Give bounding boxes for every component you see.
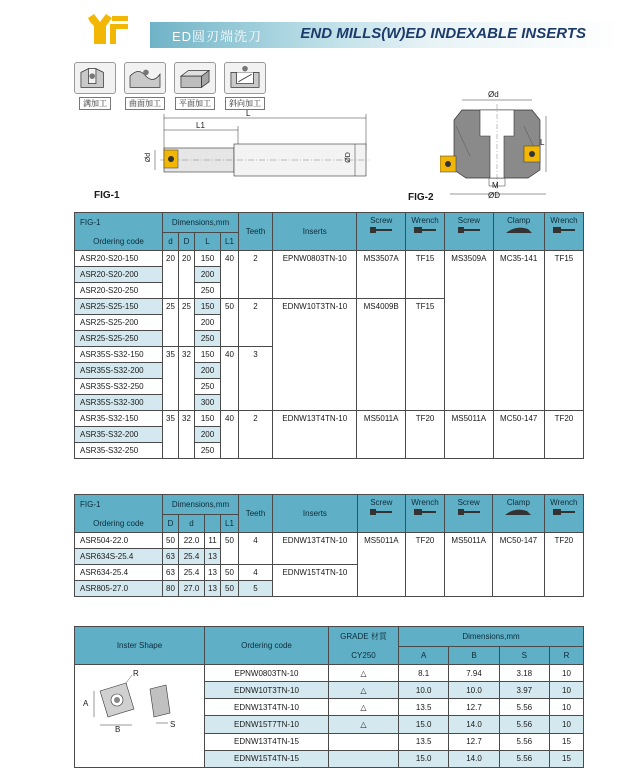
t3-R: 10 xyxy=(549,682,583,699)
t3-S: 5.56 xyxy=(499,733,549,750)
t1-d: 25 xyxy=(163,299,179,347)
t2-teeth-header: Teeth xyxy=(239,495,273,533)
t2-c3: 13 xyxy=(205,565,221,581)
t2-screw-label: Screw xyxy=(370,498,393,507)
t1-code: ASR35S-S32-250 xyxy=(75,379,163,395)
t1-D: 25 xyxy=(179,299,195,347)
t1-screw-label: Screw xyxy=(370,216,393,225)
t1-D: 32 xyxy=(179,347,195,411)
fig1-label: FIG-1 xyxy=(94,190,120,201)
t1-L: 150 xyxy=(195,299,221,315)
t1-L1: 40 xyxy=(221,251,239,299)
t1-code: ASR20-S20-150 xyxy=(75,251,163,267)
t2-screw: MS5011A xyxy=(357,533,405,597)
t2-code: ASR504-22.0 xyxy=(75,533,163,549)
clamp-icon xyxy=(504,225,534,235)
t3-grade-code-header: CY250 xyxy=(329,647,399,665)
t2-teeth: 4 xyxy=(239,565,273,581)
t2-teeth: 4 xyxy=(239,533,273,565)
t2-wrench2: TF20 xyxy=(544,533,583,597)
t2-D: 80 xyxy=(163,581,179,597)
t1-L: 250 xyxy=(195,443,221,459)
t3-code: EDNW13T4TN-10 xyxy=(205,699,329,716)
t1-L: 150 xyxy=(195,347,221,363)
t1-L: 250 xyxy=(195,283,221,299)
t1-clamp-label: Clamp xyxy=(507,216,531,225)
fig2-dim-M: M xyxy=(492,181,499,190)
t2-L1: 50 xyxy=(221,581,239,597)
t2-insert: EDNW13T4TN-10 xyxy=(273,533,358,565)
icon-label: 满加工 xyxy=(79,97,111,110)
table-row xyxy=(75,411,584,427)
t2-screw2-label: Screw xyxy=(457,498,480,507)
t2-inserts-header: Inserts xyxy=(273,495,358,533)
t2-L1: 50 xyxy=(221,533,239,565)
title-chinese: ED圆刃端洗刀 xyxy=(172,29,263,44)
t1-screw: MS3507A xyxy=(357,251,406,299)
screw-icon xyxy=(368,507,394,517)
t3-A: 13.5 xyxy=(399,733,449,750)
t2-D-header: D xyxy=(163,515,179,533)
t3-code: EDNW13T4TN-15 xyxy=(205,733,329,750)
t1-d-header: d xyxy=(163,233,179,251)
curved-surface-icon xyxy=(124,62,166,94)
t1-L: 300 xyxy=(195,395,221,411)
t3-A: 15.0 xyxy=(399,750,449,767)
t2-teeth: 5 xyxy=(239,581,273,597)
icon-label: 平面加工 xyxy=(175,97,215,110)
t3-S: 5.56 xyxy=(499,716,549,733)
icon-slot xyxy=(74,62,116,110)
t3-grade-header: GRADE 材質 xyxy=(329,627,399,647)
t1-code: ASR35S-S32-200 xyxy=(75,363,163,379)
t2-D: 50 xyxy=(163,533,179,549)
t1-L-header: L xyxy=(195,233,221,251)
t3-code: EPNW0803TN-10 xyxy=(205,665,329,682)
t2-D: 63 xyxy=(163,549,179,565)
t2-screw-header xyxy=(357,495,405,533)
t1-screw2-label: Screw xyxy=(457,216,480,225)
t2-wrench2-label: Wrench xyxy=(550,498,578,507)
t3-grade xyxy=(329,750,399,767)
wrench-icon xyxy=(412,507,438,517)
fig1-drawing xyxy=(140,110,370,190)
face-milling-icon xyxy=(174,62,216,94)
t3-A: 8.1 xyxy=(399,665,449,682)
t1-code: ASR35S-S32-300 xyxy=(75,395,163,411)
t2-d-header: d xyxy=(179,515,205,533)
t1-screw-header xyxy=(357,213,406,251)
icon-curved xyxy=(124,62,166,110)
wrench-icon xyxy=(412,225,438,235)
t2-clamp-label: Clamp xyxy=(506,498,530,507)
t2-wrench2-header xyxy=(544,495,583,533)
t1-L1: 40 xyxy=(221,411,239,459)
t1-D-header: D xyxy=(179,233,195,251)
insert-dim-R: R xyxy=(133,669,139,678)
t1-L: 250 xyxy=(195,379,221,395)
t1-teeth: 2 xyxy=(239,251,273,299)
icon-label: 曲面加工 xyxy=(125,97,165,110)
t3-grade: △ xyxy=(329,699,399,716)
t2-code: ASR805-27.0 xyxy=(75,581,163,597)
t1-L: 250 xyxy=(195,331,221,347)
t1-L: 200 xyxy=(195,427,221,443)
t1-clamp: MC35-141 xyxy=(493,251,544,411)
t1-d: 35 xyxy=(163,411,179,459)
t1-L: 150 xyxy=(195,411,221,427)
wrench-icon xyxy=(551,507,577,517)
t3-R: 10 xyxy=(549,665,583,682)
t1-clamp-header xyxy=(493,213,544,251)
t3-shape-header: Inster Shape xyxy=(75,627,205,665)
t1-code: ASR35-S32-200 xyxy=(75,427,163,443)
insert-diagram xyxy=(76,665,204,765)
table-row xyxy=(75,251,584,267)
t2-ordering-code-header: Ordering code xyxy=(75,515,163,533)
t2-clamp: MC50-147 xyxy=(493,533,544,597)
t1-D: 20 xyxy=(179,251,195,299)
t1-code: ASR25-S25-150 xyxy=(75,299,163,315)
t3-grade: △ xyxy=(329,716,399,733)
insert-dim-A: A xyxy=(83,699,89,708)
t3-B: 7.94 xyxy=(449,665,499,682)
t1-screw: MS4009B xyxy=(357,299,406,411)
screw-icon xyxy=(456,507,482,517)
wrench-icon xyxy=(551,225,577,235)
t1-code: ASR20-S20-250 xyxy=(75,283,163,299)
t2-screw2-header xyxy=(445,495,493,533)
t3-code: EDNW15T4TN-15 xyxy=(205,750,329,767)
t3-B: 12.7 xyxy=(449,699,499,716)
t1-clamp: MC50-147 xyxy=(493,411,544,459)
t2-c3: 13 xyxy=(205,581,221,597)
t1-L: 200 xyxy=(195,363,221,379)
t1-teeth-header: Teeth xyxy=(239,213,273,251)
t2-blank-header xyxy=(205,515,221,533)
t2-wrench-header xyxy=(405,495,444,533)
t1-code: ASR35S-S32-150 xyxy=(75,347,163,363)
t3-R: 10 xyxy=(549,699,583,716)
t3-code: EDNW10T3TN-10 xyxy=(205,682,329,699)
t1-dimensions-header: Dimensions,mm xyxy=(163,213,239,233)
machining-icons xyxy=(74,62,266,110)
t3-code: EDNW15T7TN-10 xyxy=(205,716,329,733)
t1-teeth: 2 xyxy=(239,411,273,459)
t1-wrench2: TF20 xyxy=(544,411,583,459)
t2-screw2: MS5011A xyxy=(445,533,493,597)
t3-grade xyxy=(329,733,399,750)
t1-wrench: TF20 xyxy=(405,411,444,459)
t1-screw2-header xyxy=(445,213,494,251)
t1-screw2: MS3509A xyxy=(445,251,494,411)
t1-wrench2-header xyxy=(544,213,583,251)
t1-teeth: 3 xyxy=(239,347,273,411)
t1-screw: MS5011A xyxy=(357,411,406,459)
fig2-dim-D: ØD xyxy=(488,191,500,200)
t1-fig-header: FIG-1 xyxy=(75,213,163,233)
icon-face xyxy=(174,62,216,110)
t3-S: 5.56 xyxy=(499,699,549,716)
t3-grade: △ xyxy=(329,682,399,699)
table-inserts xyxy=(74,626,584,768)
insert-dim-B: B xyxy=(115,725,121,734)
t3-B: 12.7 xyxy=(449,733,499,750)
t3-A: 13.5 xyxy=(399,699,449,716)
t1-wrench: TF15 xyxy=(405,299,444,411)
clamp-icon xyxy=(503,507,533,517)
t1-D: 32 xyxy=(179,411,195,459)
t2-dimensions-header: Dimensions,mm xyxy=(163,495,239,515)
table-fig1-large xyxy=(74,494,584,597)
table-row xyxy=(75,665,584,682)
t3-S: 3.18 xyxy=(499,665,549,682)
page-header xyxy=(0,0,628,52)
t2-wrench: TF20 xyxy=(405,533,444,597)
t3-S: 3.97 xyxy=(499,682,549,699)
title-english: END MILLS(W)ED INDEXABLE INSERTS xyxy=(300,25,586,42)
t1-wrench2: TF15 xyxy=(544,251,583,411)
screw-icon xyxy=(456,225,482,235)
t1-insert: EPNW0803TN-10 xyxy=(273,251,357,299)
t2-d: 22.0 xyxy=(179,533,205,549)
icon-label: 斜向加工 xyxy=(225,97,265,110)
t1-L: 200 xyxy=(195,267,221,283)
brand-logo xyxy=(86,12,130,46)
t1-L1: 40 xyxy=(221,347,239,411)
fig2-label: FIG-2 xyxy=(408,192,434,203)
t2-D: 63 xyxy=(163,565,179,581)
t3-A: 10.0 xyxy=(399,682,449,699)
t2-d: 25.4 xyxy=(179,549,205,565)
t3-ordering-code-header: Ordering code xyxy=(205,627,329,665)
t3-R-header: R xyxy=(549,647,583,665)
t2-wrench-label: Wrench xyxy=(411,498,439,507)
fig2-dim-L: L xyxy=(540,138,545,147)
t3-B: 14.0 xyxy=(449,716,499,733)
t1-insert: EDNW10T3TN-10 xyxy=(273,299,357,411)
insert-shape-cell xyxy=(75,665,205,768)
t1-code: ASR25-S25-250 xyxy=(75,331,163,347)
t3-B: 10.0 xyxy=(449,682,499,699)
t2-code: ASR634-25.4 xyxy=(75,565,163,581)
fig1-dim-d: Ød xyxy=(145,152,153,163)
t1-ordering-code-header: Ordering code xyxy=(75,233,163,251)
t1-code: ASR35-S32-150 xyxy=(75,411,163,427)
icon-ramp xyxy=(224,62,266,110)
t2-L1-header: L1 xyxy=(221,515,239,533)
t1-insert: EDNW13T4TN-10 xyxy=(273,411,357,459)
t1-L1: 50 xyxy=(221,299,239,347)
t2-c3: 13 xyxy=(205,549,221,565)
t1-code: ASR20-S20-200 xyxy=(75,267,163,283)
t1-inserts-header: Inserts xyxy=(273,213,357,251)
slot-milling-icon xyxy=(74,62,116,94)
t1-L: 150 xyxy=(195,251,221,267)
t3-B-header: B xyxy=(449,647,499,665)
t2-d: 27.0 xyxy=(179,581,205,597)
insert-dim-S: S xyxy=(170,720,176,729)
t3-S-header: S xyxy=(499,647,549,665)
t3-R: 15 xyxy=(549,733,583,750)
fig1-dim-L1: L1 xyxy=(196,121,205,130)
t1-teeth: 2 xyxy=(239,299,273,347)
t1-L1-header: L1 xyxy=(221,233,239,251)
t2-clamp-header xyxy=(493,495,544,533)
t3-dimensions-header: Dimensions,mm xyxy=(399,627,584,647)
t2-L1: 50 xyxy=(221,565,239,581)
t1-code: ASR25-S25-200 xyxy=(75,315,163,331)
t1-wrench: TF15 xyxy=(405,251,444,299)
t3-A-header: A xyxy=(399,647,449,665)
t1-d: 20 xyxy=(163,251,179,299)
t1-wrench-label: Wrench xyxy=(411,216,439,225)
screw-icon xyxy=(368,225,394,235)
t2-code: ASR634S-25.4 xyxy=(75,549,163,565)
t3-S: 5.56 xyxy=(499,750,549,767)
table-fig1 xyxy=(74,212,584,459)
t1-d: 35 xyxy=(163,347,179,411)
t3-R: 10 xyxy=(549,716,583,733)
t1-code: ASR35-S32-250 xyxy=(75,443,163,459)
t1-screw2: MS5011A xyxy=(445,411,494,459)
t1-wrench2-label: Wrench xyxy=(550,216,578,225)
t3-grade: △ xyxy=(329,665,399,682)
fig1-dim-D: ØD xyxy=(344,152,352,163)
t3-A: 15.0 xyxy=(399,716,449,733)
t3-R: 15 xyxy=(549,750,583,767)
t2-fig-header: FIG-1 xyxy=(75,495,163,515)
fig1-dim-L: L xyxy=(246,109,251,118)
t2-c3: 11 xyxy=(205,533,221,549)
t2-insert: EDNW15T4TN-10 xyxy=(273,565,358,597)
t1-L: 200 xyxy=(195,315,221,331)
table-row xyxy=(75,533,584,549)
t3-B: 14.0 xyxy=(449,750,499,767)
fig2-dim-d: Ød xyxy=(488,90,499,99)
t2-d: 25.4 xyxy=(179,565,205,581)
ramping-icon xyxy=(224,62,266,94)
t1-wrench-header xyxy=(405,213,444,251)
